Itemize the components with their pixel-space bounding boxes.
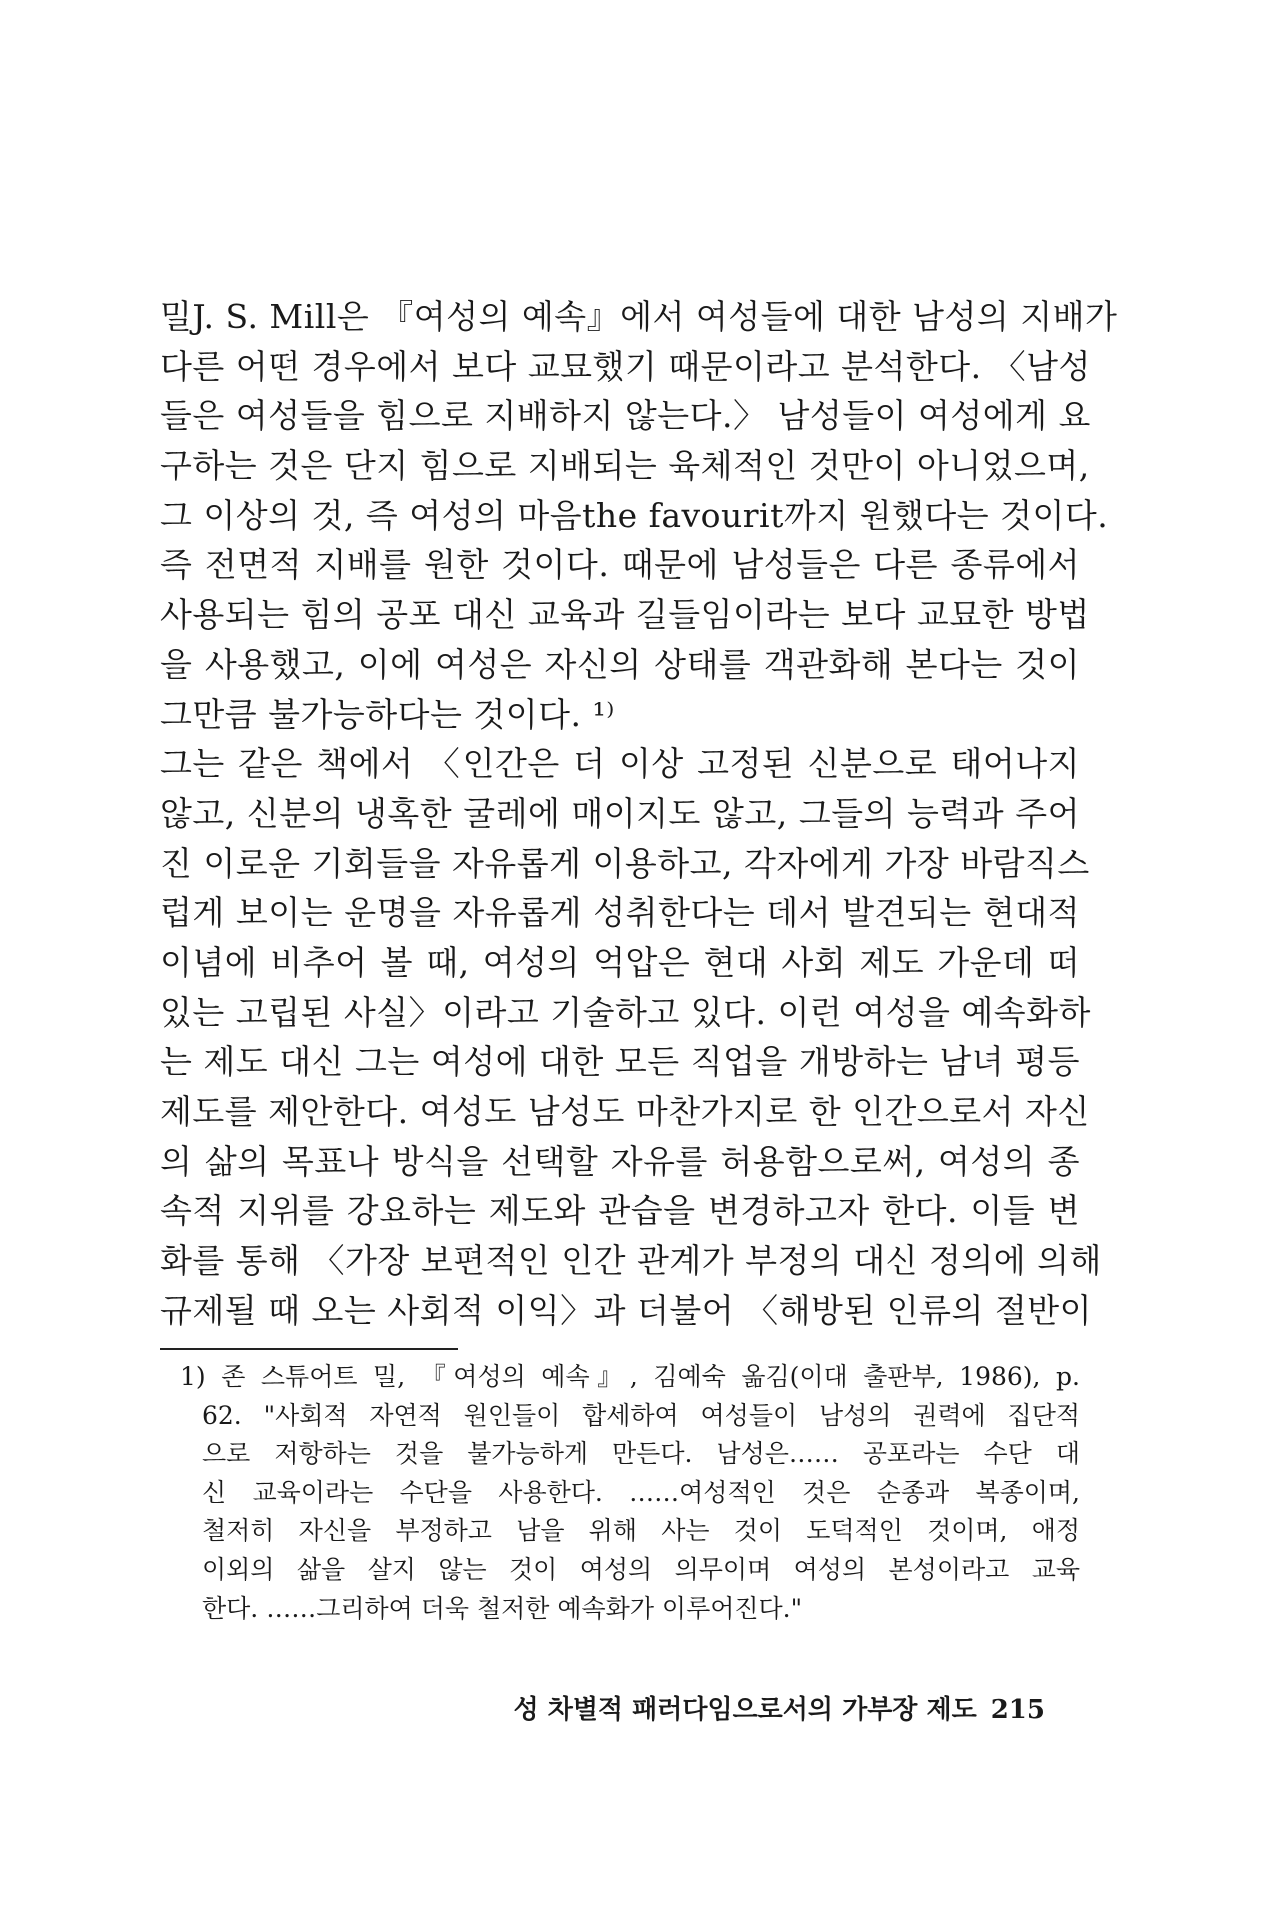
- footnote-line: 이외의 삶을 살지 않는 것이 여성의 의무이며 여성의 본성이라고 교육: [202, 1554, 1080, 1584]
- body-text: [160, 292, 1118, 1335]
- body-line: 는 제도 대신 그는 여성에 대한 모든 직업을 개방하는 남녀 평등: [160, 1042, 1080, 1082]
- footnote-line: 신 교육이라는 수단을 사용한다. ……여성적인 것은 순종과 복종이며,: [202, 1477, 1080, 1507]
- body-line: 제도를 제안한다. 여성도 남성도 마찬가지로 한 인간으로서 자신: [160, 1092, 1090, 1131]
- running-footer: [514, 1694, 1045, 1726]
- running-title: 성 차별적 패러다임으로서의 가부장 제도: [513, 1695, 977, 1725]
- body-line: 다른 어떤 경우에서 보다 교묘했기 때문이라고 분석한다. 〈남성: [160, 346, 1091, 386]
- page-number: 215: [990, 1695, 1045, 1725]
- footnote-line: 62. "사회적 자연적 원인들이 합세하여 여성들이 남성의 권력에 집단적: [202, 1400, 1080, 1430]
- body-line: 사용되는 힘의 공포 대신 교육과 길들임이라는 보다 교묘한 방법: [160, 595, 1090, 635]
- footnote-line: 철저히 자신을 부정하고 남을 위해 사는 것이 도덕적인 것이며, 애정: [202, 1516, 1080, 1546]
- body-line: 진 이로운 기회들을 자유롭게 이용하고, 각자에게 가장 바람직스: [160, 843, 1090, 883]
- body-line: 화를 통해 〈가장 보편적인 인간 관계가 부정의 대신 정의에 의해: [160, 1241, 1102, 1281]
- footnote: [180, 1358, 1080, 1628]
- body-line: 그만큼 불가능하다는 것이다. ¹⁾: [160, 694, 615, 734]
- body-line: 않고, 신분의 냉혹한 굴레에 매이지도 않고, 그들의 능력과 주어: [160, 793, 1080, 833]
- body-line: 속적 지위를 강요하는 제도와 관습을 변경하고자 한다. 이들 변: [160, 1191, 1080, 1231]
- body-line: 규제될 때 오는 사회적 이익〉과 더불어 〈해방된 인류의 절반이: [160, 1290, 1092, 1330]
- footnote-line: 1) 존 스튜어트 밀, 『여성의 예속』, 김예숙 옮김(이대 출판부, 1986), p.: [180, 1362, 1080, 1391]
- body-line: 그는 같은 책에서 〈인간은 더 이상 고정된 신분으로 태어나지: [160, 744, 1080, 784]
- body-line: 그 이상의 것, 즉 여성의 마음the favourit까지 원했다는 것이다.: [160, 495, 1109, 535]
- body-line: 밀J. S. Mill은 『여성의 예속』에서 여성들에 대한 남성의 지배가: [160, 297, 1118, 336]
- body-line: 의 삶의 목표나 방식을 선택할 자유를 허용함으로써, 여성의 종: [160, 1141, 1080, 1181]
- footnote-line: 으로 저항하는 것을 불가능하게 만든다. 남성은…… 공포라는 수단 대: [202, 1439, 1080, 1469]
- body-line: 들은 여성들을 힘으로 지배하지 않는다.〉 남성들이 여성에게 요: [160, 396, 1091, 436]
- body-line: 이념에 비추어 볼 때, 여성의 억압은 현대 사회 제도 가운데 떠: [160, 942, 1080, 982]
- body-line: 있는 고립된 사실〉이라고 기술하고 있다. 이런 여성을 예속화하: [160, 992, 1091, 1032]
- body-line: 즉 전면적 지배를 원한 것이다. 때문에 남성들은 다른 종류에서: [160, 545, 1080, 585]
- footnote-line: 한다. ……그리하여 더욱 철저한 예속화가 이루어진다.": [202, 1593, 803, 1623]
- body-line: 을 사용했고, 이에 여성은 자신의 상태를 객관화해 본다는 것이: [160, 644, 1080, 684]
- body-line: 럽게 보이는 운명을 자유롭게 성취한다는 데서 발견되는 현대적: [160, 893, 1080, 933]
- footnote-divider: [160, 1348, 458, 1350]
- body-line: 구하는 것은 단지 힘으로 지배되는 육체적인 것만이 아니었으며,: [160, 446, 1090, 486]
